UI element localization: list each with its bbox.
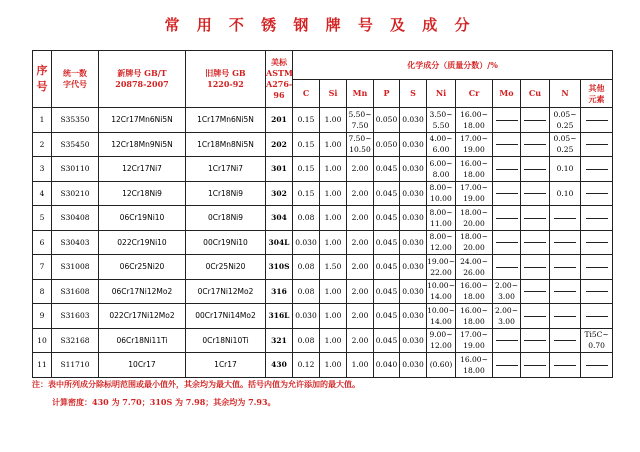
cell-si: 1.00 xyxy=(320,230,347,255)
cell-c: 0.030 xyxy=(293,230,320,255)
cell-mn: 2.00 xyxy=(347,279,374,304)
cell-cr: 24.00~ 26.00 xyxy=(456,255,493,280)
cell-s: 0.030 xyxy=(400,206,427,231)
header-cr: Cr xyxy=(456,80,493,108)
cell-astm: 430 xyxy=(266,353,293,378)
cell-ni: 6.00~ 8.00 xyxy=(427,157,456,182)
cell-ni: 10.00~ 14.00 xyxy=(427,279,456,304)
dash-mark xyxy=(524,291,546,292)
cell-si: 1.00 xyxy=(320,206,347,231)
cell-ni: 10.00~ 14.00 xyxy=(427,304,456,329)
cell-number-code: S35450 xyxy=(52,132,99,157)
cell-ni: 9.00~ 12.00 xyxy=(427,328,456,353)
cell-ni: 8.00~ 10.00 xyxy=(427,181,456,206)
cell-ni: 8.00~ 11.00 xyxy=(427,206,456,231)
table-row xyxy=(33,328,613,353)
cell-p: 0.045 xyxy=(374,230,400,255)
cell-number-code: S30110 xyxy=(52,157,99,182)
cell-si: 1.00 xyxy=(320,157,347,182)
cell-number-code: S31608 xyxy=(52,279,99,304)
cell-mo xyxy=(493,181,521,206)
cell-other xyxy=(581,132,613,157)
cell-s: 0.030 xyxy=(400,353,427,378)
cell-new-grade: 12Cr18Ni9 xyxy=(99,181,186,206)
cell-n: 0.05~ 0.25 xyxy=(550,132,581,157)
cell-mo xyxy=(493,328,521,353)
cell-seq: 4 xyxy=(33,181,52,206)
cell-mo xyxy=(493,353,521,378)
dash-mark xyxy=(586,193,608,194)
cell-astm: 201 xyxy=(266,108,293,133)
dash-mark xyxy=(496,365,518,366)
cell-p: 0.045 xyxy=(374,181,400,206)
cell-s: 0.030 xyxy=(400,132,427,157)
cell-c: 0.15 xyxy=(293,181,320,206)
dash-mark xyxy=(586,267,608,268)
cell-mn: 2.00 xyxy=(347,328,374,353)
page-title: 常 用 不 锈 钢 牌 号 及 成 分 xyxy=(164,16,476,34)
cell-cr: 18.00~ 20.00 xyxy=(456,206,493,231)
cell-old-grade: 1Cr17 xyxy=(186,353,266,378)
cell-new-grade: 06Cr18Ni11Ti xyxy=(99,328,186,353)
cell-mo xyxy=(493,132,521,157)
dash-mark xyxy=(524,144,546,145)
cell-mo: 2.00~ 3.00 xyxy=(493,279,521,304)
header-n: N xyxy=(550,80,581,108)
cell-other xyxy=(581,206,613,231)
cell-si: 1.00 xyxy=(320,304,347,329)
cell-c: 0.08 xyxy=(293,328,320,353)
cell-p: 0.050 xyxy=(374,132,400,157)
dash-mark xyxy=(586,242,608,243)
header-p: P xyxy=(374,80,400,108)
table-row xyxy=(33,353,613,378)
cell-number-code: S35350 xyxy=(52,108,99,133)
cell-ni: 3.50~ 5.50 xyxy=(427,108,456,133)
cell-c: 0.15 xyxy=(293,157,320,182)
header-astm: 美标 ASTM A276- 96 xyxy=(266,51,293,108)
cell-mn: 2.00 xyxy=(347,304,374,329)
dash-mark xyxy=(586,144,608,145)
cell-mn: 2.00 xyxy=(347,206,374,231)
cell-n xyxy=(550,255,581,280)
dash-mark xyxy=(496,120,518,121)
cell-mo xyxy=(493,230,521,255)
cell-mn: 2.00 xyxy=(347,255,374,280)
cell-n xyxy=(550,353,581,378)
cell-ni: 19.00~ 22.00 xyxy=(427,255,456,280)
table-row xyxy=(33,279,613,304)
cell-astm: 310S xyxy=(266,255,293,280)
cell-s: 0.030 xyxy=(400,230,427,255)
cell-s: 0.030 xyxy=(400,181,427,206)
cell-new-grade: 022Cr17Ni12Mo2 xyxy=(99,304,186,329)
cell-number-code: S11710 xyxy=(52,353,99,378)
dash-mark xyxy=(554,340,576,341)
cell-number-code: S32168 xyxy=(52,328,99,353)
cell-other xyxy=(581,181,613,206)
cell-cu xyxy=(521,255,550,280)
cell-other xyxy=(581,353,613,378)
table-row xyxy=(33,157,613,182)
dash-mark xyxy=(586,218,608,219)
dash-mark xyxy=(496,218,518,219)
cell-mn: 7.50~ 10.50 xyxy=(347,132,374,157)
cell-seq: 8 xyxy=(33,279,52,304)
dash-mark xyxy=(554,242,576,243)
dash-mark xyxy=(524,218,546,219)
dash-mark xyxy=(524,120,546,121)
cell-new-grade: 06Cr19Ni10 xyxy=(99,206,186,231)
cell-p: 0.045 xyxy=(374,255,400,280)
header-seq: 序 号 xyxy=(33,51,52,108)
cell-s: 0.030 xyxy=(400,255,427,280)
cell-seq: 3 xyxy=(33,157,52,182)
dash-mark xyxy=(554,365,576,366)
cell-astm: 304L xyxy=(266,230,293,255)
cell-n: 0.10 xyxy=(550,157,581,182)
cell-cu xyxy=(521,181,550,206)
cell-cr: 16.00~ 18.00 xyxy=(456,279,493,304)
cell-n xyxy=(550,328,581,353)
cell-new-grade: 12Cr18Mn9Ni5N xyxy=(99,132,186,157)
cell-p: 0.045 xyxy=(374,279,400,304)
cell-c: 0.08 xyxy=(293,206,320,231)
table-row xyxy=(33,132,613,157)
cell-si: 1.00 xyxy=(320,108,347,133)
cell-ni: 8.00~ 12.00 xyxy=(427,230,456,255)
cell-number-code: S31008 xyxy=(52,255,99,280)
cell-s: 0.030 xyxy=(400,157,427,182)
dash-mark xyxy=(524,267,546,268)
cell-c: 0.15 xyxy=(293,108,320,133)
cell-old-grade: 00Cr19Ni10 xyxy=(186,230,266,255)
dash-mark xyxy=(496,169,518,170)
cell-cr: 16.00~ 18.00 xyxy=(456,157,493,182)
dash-mark xyxy=(524,242,546,243)
cell-number-code: S30403 xyxy=(52,230,99,255)
cell-cu xyxy=(521,304,550,329)
cell-old-grade: 1Cr17Mn6Ni5N xyxy=(186,108,266,133)
cell-p: 0.045 xyxy=(374,206,400,231)
cell-astm: 316L xyxy=(266,304,293,329)
cell-astm: 321 xyxy=(266,328,293,353)
header-s: S xyxy=(400,80,427,108)
table-row xyxy=(33,255,613,280)
cell-n: 0.05~ 0.25 xyxy=(550,108,581,133)
header-new-grade: 新牌号 GB/T 20878-2007 xyxy=(99,51,186,108)
cell-si: 1.00 xyxy=(320,132,347,157)
cell-astm: 304 xyxy=(266,206,293,231)
cell-s: 0.030 xyxy=(400,304,427,329)
dash-mark xyxy=(496,267,518,268)
cell-old-grade: 1Cr17Ni7 xyxy=(186,157,266,182)
cell-si: 1.00 xyxy=(320,328,347,353)
cell-mn: 2.00 xyxy=(347,181,374,206)
cell-mn: 2.00 xyxy=(347,157,374,182)
cell-ni: 4.00~ 6.00 xyxy=(427,132,456,157)
cell-new-grade: 12Cr17Ni7 xyxy=(99,157,186,182)
cell-number-code: S30408 xyxy=(52,206,99,231)
cell-cu xyxy=(521,353,550,378)
cell-new-grade: 12Cr17Mn6Ni5N xyxy=(99,108,186,133)
dash-mark xyxy=(586,120,608,121)
cell-mo xyxy=(493,157,521,182)
header-cu: Cu xyxy=(521,80,550,108)
header-old-grade: 旧牌号 GB 1220-92 xyxy=(186,51,266,108)
cell-n xyxy=(550,230,581,255)
header-chemical-composition: 化学成分（质量分数）/% xyxy=(293,51,613,80)
cell-c: 0.15 xyxy=(293,132,320,157)
cell-old-grade: 0Cr18Ni9 xyxy=(186,206,266,231)
cell-si: 1.00 xyxy=(320,279,347,304)
dash-mark xyxy=(554,267,576,268)
dash-mark xyxy=(524,365,546,366)
dash-mark xyxy=(554,316,576,317)
cell-seq: 2 xyxy=(33,132,52,157)
dash-mark xyxy=(586,169,608,170)
cell-n xyxy=(550,304,581,329)
cell-cu xyxy=(521,132,550,157)
dash-mark xyxy=(586,291,608,292)
dash-mark xyxy=(524,316,546,317)
cell-c: 0.08 xyxy=(293,279,320,304)
cell-p: 0.045 xyxy=(374,304,400,329)
cell-number-code: S31603 xyxy=(52,304,99,329)
dash-mark xyxy=(496,242,518,243)
cell-cr: 17.00~ 19.00 xyxy=(456,132,493,157)
table-row xyxy=(33,206,613,231)
cell-si: 1.50 xyxy=(320,255,347,280)
cell-astm: 202 xyxy=(266,132,293,157)
cell-cu xyxy=(521,157,550,182)
dash-mark xyxy=(496,340,518,341)
cell-p: 0.045 xyxy=(374,328,400,353)
cell-cr: 18.00~ 20.00 xyxy=(456,230,493,255)
cell-s: 0.030 xyxy=(400,108,427,133)
cell-cu xyxy=(521,108,550,133)
cell-cr: 16.00~ 18.00 xyxy=(456,108,493,133)
cell-other xyxy=(581,255,613,280)
cell-c: 0.12 xyxy=(293,353,320,378)
dash-mark xyxy=(554,291,576,292)
cell-old-grade: 1Cr18Ni9 xyxy=(186,181,266,206)
cell-mn: 2.00 xyxy=(347,230,374,255)
cell-mo xyxy=(493,255,521,280)
dash-mark xyxy=(496,144,518,145)
cell-new-grade: 022Cr19Ni10 xyxy=(99,230,186,255)
table-row xyxy=(33,230,613,255)
cell-astm: 316 xyxy=(266,279,293,304)
header-mn: Mn xyxy=(347,80,374,108)
cell-s: 0.030 xyxy=(400,328,427,353)
cell-new-grade: 06Cr25Ni20 xyxy=(99,255,186,280)
cell-seq: 6 xyxy=(33,230,52,255)
header-number-code: 统一数 字代号 xyxy=(52,51,99,108)
cell-n xyxy=(550,206,581,231)
cell-new-grade: 06Cr17Ni12Mo2 xyxy=(99,279,186,304)
cell-number-code: S30210 xyxy=(52,181,99,206)
cell-mn: 5.50~ 7.50 xyxy=(347,108,374,133)
cell-cu xyxy=(521,230,550,255)
cell-other xyxy=(581,157,613,182)
cell-cr: 16.00~ 18.00 xyxy=(456,304,493,329)
header-mo: Mo xyxy=(493,80,521,108)
density-note-line: 计算密度：430 为 7.70；310S 为 7.98；其余均为 7.93。 xyxy=(52,397,276,407)
table-row xyxy=(33,108,613,133)
cell-astm: 302 xyxy=(266,181,293,206)
steel-grade-table xyxy=(32,50,613,378)
header-ni: Ni xyxy=(427,80,456,108)
note-line: 注：表中所列成分除标明范围或最小值外，其余均为最大值。括号内值为允许添加的最大值。 xyxy=(32,379,360,389)
cell-cr: 17.00~ 19.00 xyxy=(456,181,493,206)
cell-other xyxy=(581,108,613,133)
table-row xyxy=(33,304,613,329)
cell-s: 0.030 xyxy=(400,279,427,304)
dash-mark xyxy=(554,218,576,219)
cell-old-grade: 00Cr17Ni14Mo2 xyxy=(186,304,266,329)
cell-cr: 17.00~ 19.00 xyxy=(456,328,493,353)
cell-other xyxy=(581,230,613,255)
cell-p: 0.040 xyxy=(374,353,400,378)
cell-seq: 5 xyxy=(33,206,52,231)
cell-other xyxy=(581,279,613,304)
cell-cu xyxy=(521,328,550,353)
cell-old-grade: 0Cr18Ni10Ti xyxy=(186,328,266,353)
cell-astm: 301 xyxy=(266,157,293,182)
cell-seq: 11 xyxy=(33,353,52,378)
cell-c: 0.030 xyxy=(293,304,320,329)
cell-seq: 1 xyxy=(33,108,52,133)
cell-c: 0.08 xyxy=(293,255,320,280)
cell-mn: 1.00 xyxy=(347,353,374,378)
dash-mark xyxy=(524,340,546,341)
cell-cu xyxy=(521,206,550,231)
dash-mark xyxy=(586,365,608,366)
cell-n: 0.10 xyxy=(550,181,581,206)
cell-cr: 16.00~ 18.00 xyxy=(456,353,493,378)
cell-new-grade: 10Cr17 xyxy=(99,353,186,378)
cell-cu xyxy=(521,279,550,304)
cell-mo: 2.00~ 3.00 xyxy=(493,304,521,329)
cell-old-grade: 0Cr17Ni12Mo2 xyxy=(186,279,266,304)
cell-si: 1.00 xyxy=(320,181,347,206)
cell-other: Ti5C~ 0.70 xyxy=(581,328,613,353)
cell-mo xyxy=(493,206,521,231)
cell-seq: 9 xyxy=(33,304,52,329)
cell-old-grade: 1Cr18Mn8Ni5N xyxy=(186,132,266,157)
header-si: Si xyxy=(320,80,347,108)
cell-si: 1.00 xyxy=(320,353,347,378)
cell-old-grade: 0Cr25Ni20 xyxy=(186,255,266,280)
dash-mark xyxy=(524,193,546,194)
cell-seq: 10 xyxy=(33,328,52,353)
cell-p: 0.045 xyxy=(374,157,400,182)
header-c: C xyxy=(293,80,320,108)
table-row xyxy=(33,181,613,206)
cell-mo xyxy=(493,108,521,133)
cell-other xyxy=(581,304,613,329)
header-other: 其他 元素 xyxy=(581,80,613,108)
cell-ni: (0.60) xyxy=(427,353,456,378)
cell-p: 0.050 xyxy=(374,108,400,133)
dash-mark xyxy=(496,193,518,194)
dash-mark xyxy=(586,316,608,317)
dash-mark xyxy=(524,169,546,170)
cell-n xyxy=(550,279,581,304)
cell-seq: 7 xyxy=(33,255,52,280)
